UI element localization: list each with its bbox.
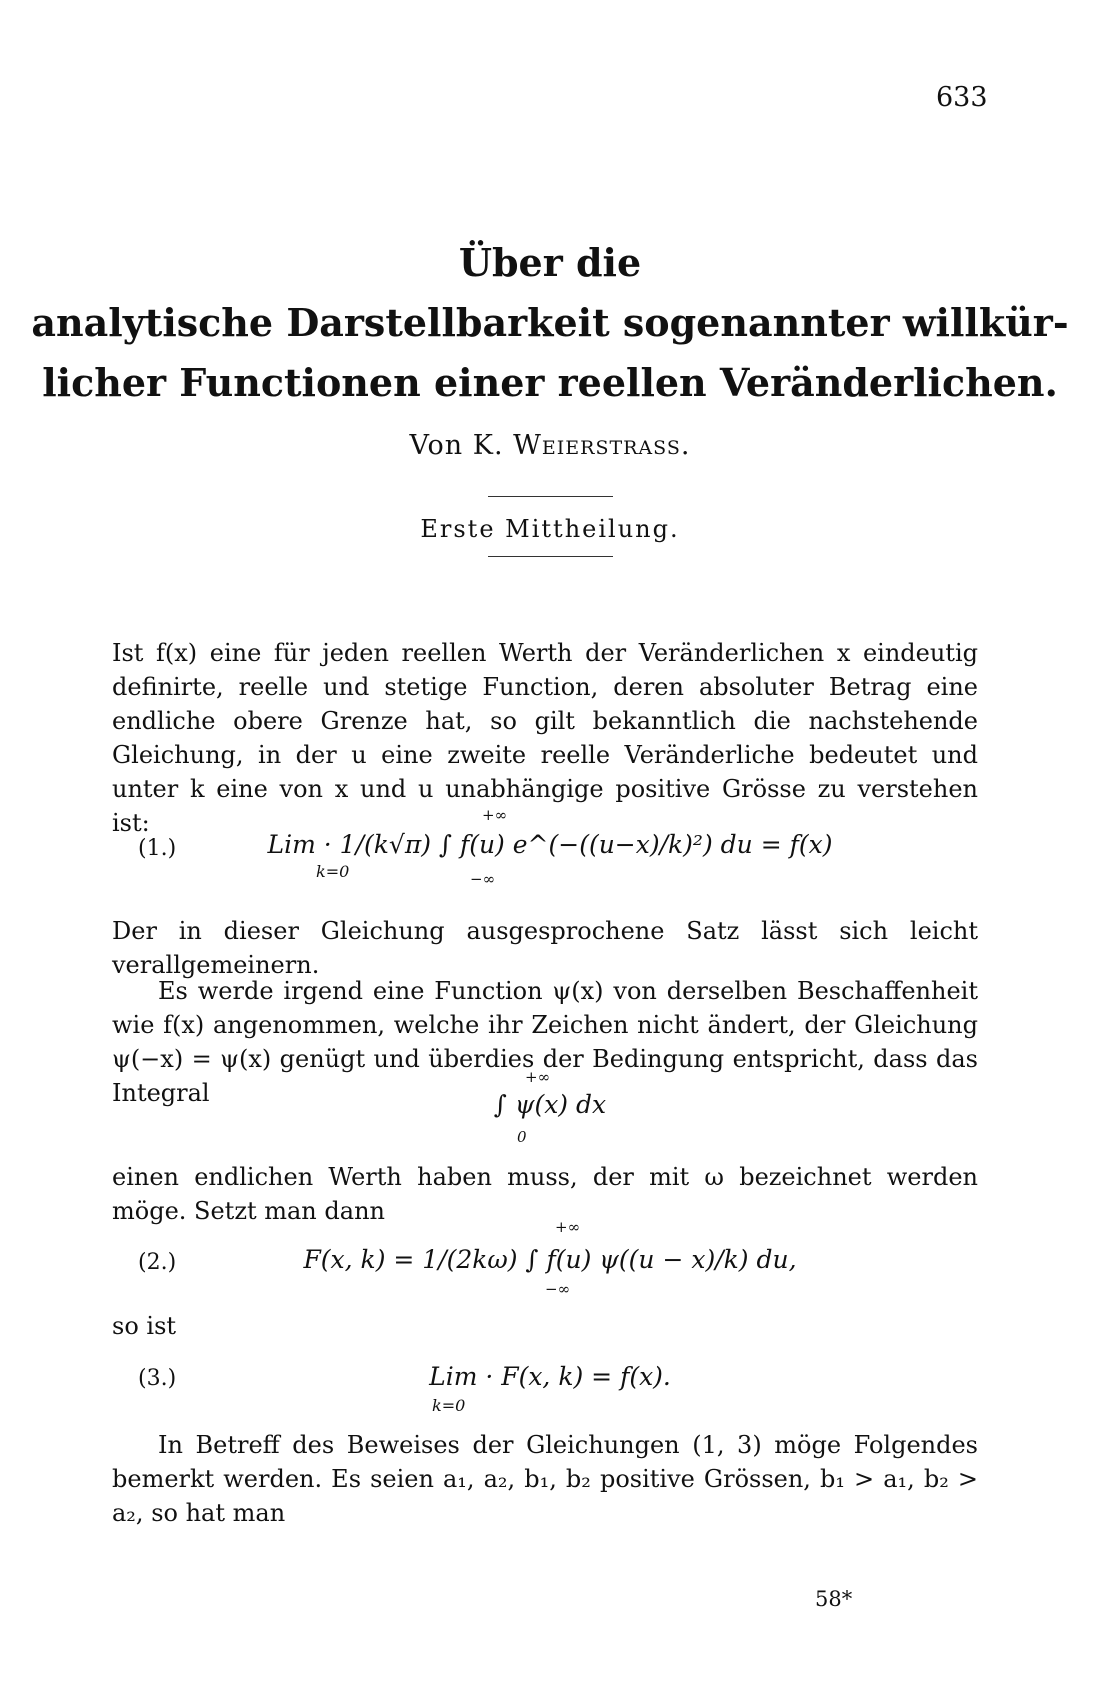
page-number: 633	[936, 82, 988, 113]
author-line	[0, 430, 1100, 461]
signature-mark: 58*	[815, 1587, 853, 1611]
section-heading: Erste Mittheilung.	[420, 515, 680, 543]
equation-1-number: (1.)	[138, 836, 177, 861]
paragraph-omega: einen endlichen Werth haben muss, der mit ω bezeichnet werden möge. Setzt man dann	[112, 1163, 978, 1225]
equation-integral-body: ∫ ψ(x) dx	[493, 1090, 607, 1119]
title-line-3: licher Functionen einer reellen Veränderlichen.	[42, 360, 1058, 405]
equation-2-number: (2.)	[138, 1250, 177, 1275]
equation-integral-lower-bound: 0	[517, 1128, 527, 1146]
equation-2-upper-bound: +∞	[555, 1218, 581, 1236]
divider-top	[488, 496, 613, 497]
paragraph-so-ist: so ist	[112, 1312, 177, 1340]
equation-1-upper-bound: +∞	[482, 806, 508, 824]
author-prefix: Von K.	[409, 430, 504, 461]
equation-2-lower-bound: −∞	[545, 1280, 571, 1298]
divider-bottom	[488, 556, 613, 557]
equation-3-body: Lim · F(x, k) = f(x).	[429, 1362, 671, 1391]
equation-1	[0, 830, 1100, 859]
equation-1-limit: k=0	[316, 862, 350, 881]
equation-1-lower-bound: −∞	[470, 870, 496, 888]
paragraph-proof: In Betreff des Beweises der Gleichungen (1, 3) möge Folgendes bemerkt werden. Es seien a₁, a₂, b₁, b₂ positive Grössen, b₁ > a₁, b₂ > a₂, so hat man	[112, 1431, 978, 1527]
paragraph-generalize: Der in dieser Gleichung ausgesprochene Satz lässt sich leicht verallgemeinern.	[112, 917, 978, 979]
equation-3-number: (3.)	[138, 1366, 177, 1391]
author-name: Weierstrass.	[513, 430, 691, 461]
equation-2-body: F(x, k) = 1/(2kω) ∫ f(u) ψ((u − x)/k) du,	[303, 1245, 797, 1274]
equation-2	[0, 1245, 1100, 1274]
paragraph-function-psi: Es werde irgend eine Function ψ(x) von derselben Beschaffenheit wie f(x) angenommen, welche ihr Zeichen nicht ändert, der Gleichung ψ(−x) = ψ(x) genügt und überdies der Bedingung entspricht, dass das Integral	[112, 977, 978, 1107]
title-line-1: Über die	[458, 240, 642, 285]
equation-integral-upper-bound: +∞	[525, 1068, 551, 1086]
equation-3-limit: k=0	[432, 1396, 466, 1415]
equation-1-body: Lim · 1/(k√π) ∫ f(u) e^(−((u−x)/k)²) du = f(x)	[267, 830, 833, 859]
paragraph-intro: Ist f(x) eine für jeden reellen Werth der Veränderlichen x eindeutig definirte, reelle und stetige Function, deren absoluter Betrag eine endliche obere Grenze hat, so gilt bekanntlich die nachstehende Gleichung, in der u eine zweite reelle Veränderliche bedeutet und unter k eine von x und u unabhängige positive Grösse zu verstehen ist:	[112, 639, 978, 837]
equation-3	[0, 1362, 1100, 1391]
equation-integral	[0, 1090, 1100, 1119]
title-line-2: analytische Darstellbarkeit sogenannter willkür-	[31, 300, 1069, 345]
